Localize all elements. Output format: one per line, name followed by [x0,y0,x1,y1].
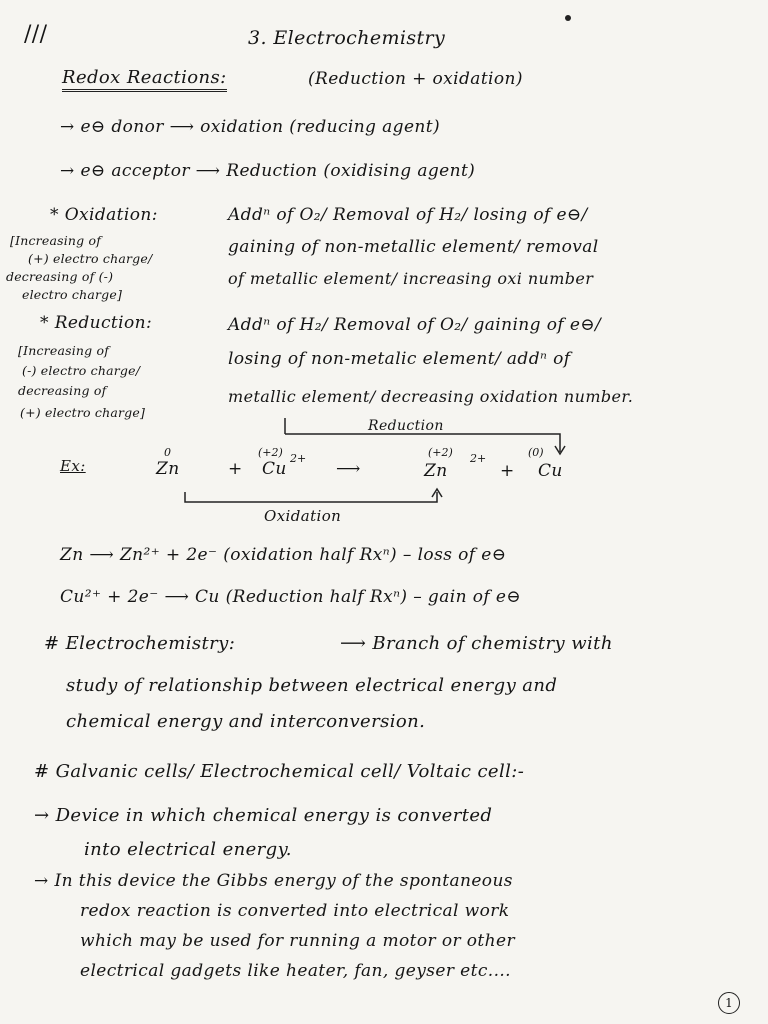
cu-charge: 2+ [290,452,307,465]
oxidation-half-reaction: Zn ⟶ Zn²⁺ + 2e⁻ (oxidation half Rxⁿ) – loss of e⊖ [60,545,507,565]
page-number: 1 [718,992,740,1014]
reaction-arrow: ⟶ [336,459,361,479]
galvanic-line-3: → In this device the Gibbs energy of the spontaneous [34,871,513,891]
cu-reactant: Cu [262,459,287,479]
reduction-side-4: (+) electro charge] [20,405,146,420]
acceptor-line: → e⊖ acceptor ⟶ Reduction (oxidising agent) [60,161,476,181]
oxidation-side-4: electro charge] [22,287,123,302]
electrochemistry-line-2: study of relationship between electrical energy and [66,675,558,696]
electrochemistry-line-3: chemical energy and interconversion. [66,711,426,732]
reduction-arrow-label: Reduction [368,418,444,434]
example-label: Ex: [60,457,86,475]
oxidation-def-3: of metallic element/ increasing oxi number [228,269,594,288]
redox-note: (Reduction + oxidation) [308,69,523,89]
redox-heading: Redox Reactions: [62,68,227,92]
cu-oxidation-state: (+2) [258,446,283,459]
reduction-label: * Reduction: [40,313,153,333]
zn-reactant: Zn [156,459,180,479]
galvanic-line-5: which may be used for running a motor or other [80,931,515,951]
galvanic-heading: # Galvanic cells/ Electrochemical cell/ Voltaic cell:- [34,761,525,782]
galvanic-line-2: into electrical energy. [84,839,292,860]
plus-sign: + [228,459,243,479]
reduction-side-3: decreasing of [18,383,107,398]
oxidation-label: * Oxidation: [50,205,158,225]
donor-line: → e⊖ donor ⟶ oxidation (reducing agent) [60,117,441,137]
oxidation-side-1: [Increasing of [10,233,102,248]
zn-oxidation-state: 0 [164,446,171,459]
cu-product: Cu [538,461,563,481]
zn-product-charge: 2+ [470,452,487,465]
reduction-def-1: Addⁿ of H₂/ Removal of O₂/ gaining of e⊖/ [228,315,602,335]
oxidation-arrow-label: Oxidation [264,507,342,525]
reduction-half-reaction: Cu²⁺ + 2e⁻ ⟶ Cu (Reduction half Rxⁿ) – gain of e⊖ [60,587,521,607]
cu-product-oxidation-state: (0) [528,446,544,459]
galvanic-line-6: electrical gadgets like heater, fan, geyser etc.... [80,961,511,981]
oxidation-side-3: decreasing of (-) [6,269,114,284]
oxidation-def-1: Addⁿ of O₂/ Removal of H₂/ losing of e⊖/ [228,205,588,225]
zn-product: Zn [424,461,448,481]
corner-mark: /// [24,22,48,47]
oxidation-def-2: gaining of non-metallic element/ removal [228,237,599,257]
galvanic-line-4: redox reaction is converted into electrical work [80,901,510,921]
page-title: 3. Electrochemistry [248,27,446,49]
reduction-def-3: metallic element/ decreasing oxidation number. [228,387,634,406]
oxidation-side-2: (+) electro charge/ [28,251,153,266]
reduction-side-1: [Increasing of [18,343,110,358]
plus-sign-2: + [500,461,515,481]
reduction-def-2: losing of non-metalic element/ addⁿ of [228,349,571,369]
electrochemistry-line-1: ⟶ Branch of chemistry with [340,633,613,654]
galvanic-line-1: → Device in which chemical energy is converted [34,805,493,826]
zn-product-oxidation-state: (+2) [428,446,453,459]
reduction-side-2: (-) electro charge/ [22,363,141,378]
electrochemistry-heading: # Electrochemistry: [44,633,236,654]
